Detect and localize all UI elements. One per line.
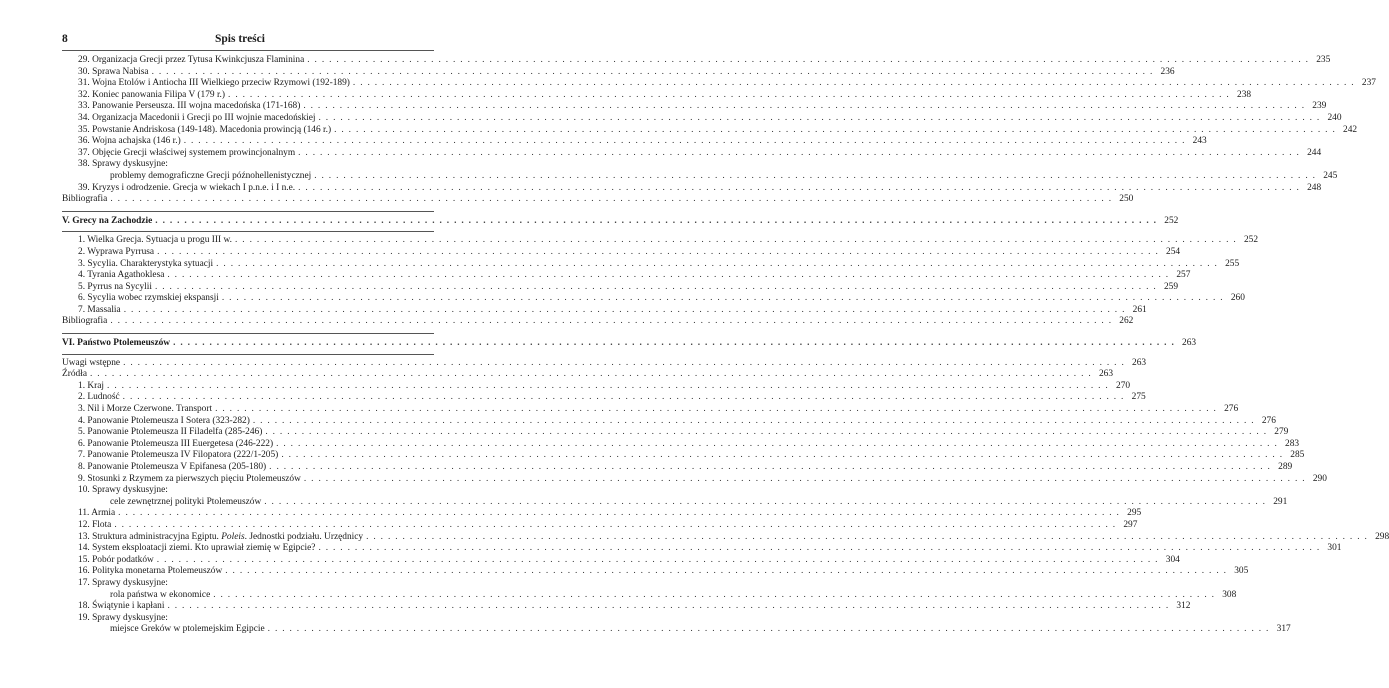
toc-entry bbox=[62, 235, 1259, 247]
entry-title: 37. Objęcie Grecji właściwej systemem prowincjonalnym bbox=[78, 147, 296, 158]
toc-entry bbox=[62, 601, 1191, 613]
entry-title: 10. Sprawy dyskusyjne: bbox=[78, 485, 168, 496]
leader-dots bbox=[268, 624, 1270, 636]
entry-title: cele zewnętrznej polityki Ptolemeuszów bbox=[110, 496, 262, 507]
leader-dots bbox=[110, 316, 1112, 328]
entry-page: 254 bbox=[1166, 246, 1181, 257]
leader-dots bbox=[110, 194, 1112, 206]
entry-title: 5. Pyrrus na Sycylii bbox=[78, 281, 152, 292]
chapter-title: V. Grecy na Zachodzie bbox=[62, 215, 153, 226]
leader-dots bbox=[253, 416, 1255, 428]
entry-title: 2. Wyprawa Pyrrusa bbox=[78, 246, 155, 257]
toc-entry bbox=[62, 473, 1327, 486]
entry-title: 31. Wojna Etolów i Antiocha III Wielkiego przeciw Rzymowi (192-189) bbox=[78, 78, 350, 89]
toc-entry bbox=[62, 89, 1252, 102]
entry-title: 16. Polityka monetarna Ptolemeuszów bbox=[78, 566, 223, 577]
entry-title: problemy demograficzne Grecji późnohellenistycznej bbox=[110, 170, 312, 181]
chapter-entry bbox=[62, 215, 1179, 228]
section-rule bbox=[62, 211, 434, 212]
toc-entry bbox=[62, 531, 1389, 544]
toc-entry bbox=[62, 246, 1181, 259]
entry-title: 7. Massalia bbox=[78, 304, 121, 315]
entry-title: Bibliografia bbox=[62, 316, 108, 327]
toc-entry bbox=[62, 485, 434, 497]
toc-entry bbox=[62, 316, 1134, 328]
entry-title: miejsce Greków w ptolemejskim Egipcie bbox=[110, 624, 265, 635]
leader-dots bbox=[298, 183, 1300, 195]
entry-title: rola państwa w ekonomice bbox=[110, 589, 211, 600]
toc-entry bbox=[62, 112, 1342, 125]
leader-dots bbox=[123, 358, 1125, 370]
leader-dots bbox=[314, 171, 1316, 183]
entry-title: 5. Panowanie Ptolemeusza II Filadelfa (285-246) bbox=[78, 427, 263, 438]
leader-dots bbox=[124, 305, 1126, 317]
toc-entry bbox=[62, 404, 1239, 416]
toc-entry bbox=[62, 194, 1134, 206]
leader-dots bbox=[353, 78, 1355, 90]
page-number: 8 bbox=[62, 33, 68, 45]
toc-entry bbox=[62, 624, 1291, 636]
toc-entry bbox=[62, 258, 1240, 271]
entry-title: 1. Wielka Grecja. Sytuacja u progu III w. bbox=[78, 235, 232, 246]
leader-dots bbox=[366, 532, 1368, 544]
entry-page: 263 bbox=[1098, 369, 1114, 380]
entry-page: 304 bbox=[1165, 554, 1180, 565]
leader-dots bbox=[265, 427, 1267, 439]
leader-dots bbox=[319, 113, 1321, 125]
entry-title: 1. Kraj bbox=[78, 380, 105, 391]
toc-entry bbox=[62, 578, 434, 590]
entry-title: 6. Sycylia wobec rzymskiej ekspansji bbox=[78, 293, 219, 304]
section-rule bbox=[62, 333, 434, 334]
entry-title: 18. Świątynie i kapłani bbox=[78, 601, 165, 612]
entry-title: 38. Sprawy dyskusyjne: bbox=[78, 159, 168, 170]
entry-title: 6. Panowanie Ptolemeusza III Euergetesa (246-222) bbox=[78, 438, 274, 449]
entry-title: 19. Sprawy dyskusyjne: bbox=[78, 612, 168, 623]
entry-page: 283 bbox=[1285, 438, 1300, 449]
entry-page: 270 bbox=[1116, 380, 1131, 391]
entry-title: 2. Ludność bbox=[78, 392, 120, 403]
toc-entry bbox=[62, 508, 1142, 520]
leader-dots bbox=[167, 270, 1169, 282]
toc-entry bbox=[62, 392, 1146, 404]
leader-dots bbox=[118, 508, 1120, 520]
toc-entry bbox=[62, 415, 1276, 428]
leader-dots bbox=[152, 67, 1154, 79]
entry-page: 261 bbox=[1132, 304, 1147, 315]
toc-entry bbox=[62, 554, 1180, 567]
entry-title: 39. Kryzys i odrodzenie. Grecja w wiekach I p.n.e. i I n.e. bbox=[78, 182, 296, 193]
entry-title: Uwagi wstępne bbox=[62, 357, 121, 368]
toc-entry bbox=[62, 357, 1147, 370]
leader-dots bbox=[303, 101, 1305, 113]
toc-entry bbox=[62, 293, 1245, 305]
leader-dots bbox=[157, 247, 1159, 259]
toc-entry bbox=[62, 519, 1138, 532]
entry-title: 29. Organizacja Grecji przez Tytusa Kwinkcjusza Flaminina bbox=[78, 55, 305, 65]
toc-entry bbox=[62, 380, 1131, 393]
entry-title: 33. Panowanie Perseusza. III wojna macedońska (171-168) bbox=[78, 101, 301, 112]
toc-entry bbox=[62, 170, 1338, 183]
entry-page: 262 bbox=[1119, 316, 1134, 327]
entry-title: 35. Powstanie Andriskosa (149-148). Macedonia prowincją (146 r.) bbox=[78, 124, 332, 135]
entry-page: 290 bbox=[1312, 473, 1327, 484]
entry-title: 3. Sycylia. Charakterystyka sytuacji bbox=[78, 258, 214, 269]
entry-page: 239 bbox=[1312, 101, 1327, 112]
entry-page: 275 bbox=[1131, 392, 1146, 403]
toc-entry bbox=[62, 101, 1327, 113]
entry-page: 260 bbox=[1230, 293, 1245, 304]
toc-entry bbox=[62, 427, 1289, 439]
leader-dots bbox=[173, 338, 1175, 350]
leader-dots bbox=[157, 555, 1159, 567]
entry-title: 17. Sprawy dyskusyjne: bbox=[78, 577, 168, 588]
chapter-page: 263 bbox=[1182, 338, 1197, 349]
entry-page: 259 bbox=[1163, 281, 1178, 292]
leader-dots bbox=[90, 369, 1092, 381]
entry-page: 257 bbox=[1176, 270, 1191, 281]
entry-page: 252 bbox=[1243, 235, 1259, 246]
entry-title: 4. Tyrania Agathoklesa bbox=[78, 270, 165, 281]
entry-title: 14. System eksploatacji ziemi. Kto uprawiał ziemię w Egipcie? bbox=[78, 543, 316, 554]
entry-page: 244 bbox=[1307, 147, 1322, 158]
entry-page: 301 bbox=[1327, 543, 1342, 554]
entry-page: 238 bbox=[1237, 89, 1252, 100]
leader-dots bbox=[228, 90, 1230, 102]
leader-dots bbox=[114, 520, 1116, 532]
toc-entry bbox=[62, 304, 1147, 317]
entry-page: 308 bbox=[1222, 589, 1237, 600]
entry-page: 276 bbox=[1261, 415, 1276, 426]
leader-dots bbox=[307, 55, 1309, 67]
toc-entry bbox=[62, 462, 1293, 474]
leader-dots bbox=[216, 259, 1218, 271]
entry-title: Źródła bbox=[62, 369, 87, 380]
toc-entry bbox=[62, 566, 1249, 578]
toc-entry bbox=[62, 613, 434, 625]
leader-dots bbox=[318, 543, 1320, 555]
section-rule bbox=[62, 231, 434, 232]
toc-entry bbox=[62, 450, 1305, 462]
entry-title: 32. Koniec panowania Filipa V (179 r.) bbox=[78, 89, 226, 100]
entry-page: 242 bbox=[1343, 124, 1358, 135]
leader-dots bbox=[123, 392, 1125, 404]
leader-dots bbox=[167, 601, 1169, 613]
leader-dots bbox=[334, 125, 1336, 137]
entry-title: 3. Nil i Morze Czerwone. Transport bbox=[78, 404, 213, 415]
leader-dots bbox=[107, 381, 1109, 393]
toc-entry bbox=[62, 78, 1376, 90]
entry-page: 255 bbox=[1225, 258, 1240, 269]
leader-dots bbox=[215, 404, 1217, 416]
leader-dots bbox=[298, 148, 1300, 160]
entry-title: 13. Struktura administracyjna Egiptu. Poleis. Jednostki podziału. Urzędnicy bbox=[78, 531, 364, 542]
entry-page: 263 bbox=[1132, 357, 1147, 368]
header-rule bbox=[62, 50, 434, 51]
entry-page: 235 bbox=[1316, 55, 1331, 65]
entry-page: 276 bbox=[1224, 404, 1239, 415]
chapter-entry bbox=[62, 338, 1197, 350]
entry-title: 36. Wojna achajska (146 r.) bbox=[78, 136, 181, 147]
entry-title: 4. Panowanie Ptolemeusza I Sotera (323-282) bbox=[78, 415, 250, 426]
leader-dots bbox=[155, 216, 1157, 228]
entry-page: 291 bbox=[1273, 496, 1288, 507]
entry-title: 7. Panowanie Ptolemeusza IV Filopatora (222/1-205) bbox=[78, 450, 279, 461]
entry-title: 12. Flota bbox=[78, 519, 112, 530]
toc-entry bbox=[62, 270, 1191, 282]
entry-title: 8. Panowanie Ptolemeusza V Epifanesa (205-180) bbox=[78, 462, 267, 472]
entry-title: 30. Sprawa Nabisa bbox=[78, 66, 149, 77]
entry-page: 243 bbox=[1192, 136, 1207, 147]
running-head: Spis treści bbox=[215, 33, 265, 45]
entry-title: 11. Armia bbox=[78, 508, 116, 519]
entry-page: 285 bbox=[1290, 450, 1305, 461]
entry-page: 305 bbox=[1234, 566, 1249, 577]
leader-dots bbox=[225, 566, 1227, 578]
entry-title: 15. Pobór podatków bbox=[78, 554, 154, 565]
toc-entry bbox=[62, 281, 1178, 294]
toc-entry bbox=[62, 496, 1288, 509]
toc-entry bbox=[62, 543, 1342, 555]
entry-title: Bibliografia bbox=[62, 194, 108, 205]
toc-entry bbox=[62, 136, 1207, 148]
entry-page: 236 bbox=[1160, 66, 1175, 77]
toc-entry bbox=[62, 182, 1322, 195]
leader-dots bbox=[304, 474, 1306, 486]
entry-page: 297 bbox=[1123, 519, 1138, 530]
leader-dots bbox=[276, 439, 1278, 451]
entry-page: 289 bbox=[1278, 462, 1293, 472]
entry-page: 250 bbox=[1119, 194, 1134, 205]
leader-dots bbox=[184, 136, 1186, 148]
toc-entry bbox=[62, 124, 1358, 137]
entry-page: 248 bbox=[1307, 182, 1322, 193]
entry-page: 317 bbox=[1276, 624, 1291, 635]
entry-page: 240 bbox=[1327, 112, 1342, 123]
toc-entry bbox=[62, 159, 434, 171]
entry-page: 312 bbox=[1176, 601, 1191, 612]
toc-entry bbox=[62, 55, 1331, 67]
toc-entry bbox=[62, 66, 1175, 79]
leader-dots bbox=[235, 235, 1237, 247]
chapter-title: VI. Państwo Ptolemeuszów bbox=[62, 338, 171, 349]
entry-title: 34. Organizacja Macedonii i Grecji po III wojnie macedońskiej bbox=[78, 112, 316, 123]
leader-dots bbox=[264, 497, 1266, 509]
entry-page: 237 bbox=[1361, 78, 1376, 89]
table-of-contents bbox=[62, 55, 1389, 636]
section-rule bbox=[62, 354, 434, 355]
leader-dots bbox=[222, 293, 1224, 305]
entry-page: 295 bbox=[1127, 508, 1142, 519]
chapter-page: 252 bbox=[1164, 215, 1179, 226]
leader-dots bbox=[213, 590, 1215, 602]
leader-dots bbox=[269, 462, 1271, 474]
entry-title: 9. Stosunki z Rzymem za pierwszych pięciu Ptolemeuszów bbox=[78, 473, 301, 484]
toc-entry bbox=[62, 369, 1114, 381]
leader-dots bbox=[155, 282, 1157, 294]
toc-entry bbox=[62, 438, 1300, 451]
entry-page: 279 bbox=[1274, 427, 1289, 438]
entry-page: 245 bbox=[1323, 170, 1338, 181]
entry-page: 298 bbox=[1375, 531, 1389, 542]
leader-dots bbox=[281, 450, 1283, 462]
toc-entry bbox=[62, 147, 1322, 160]
toc-entry bbox=[62, 589, 1237, 602]
